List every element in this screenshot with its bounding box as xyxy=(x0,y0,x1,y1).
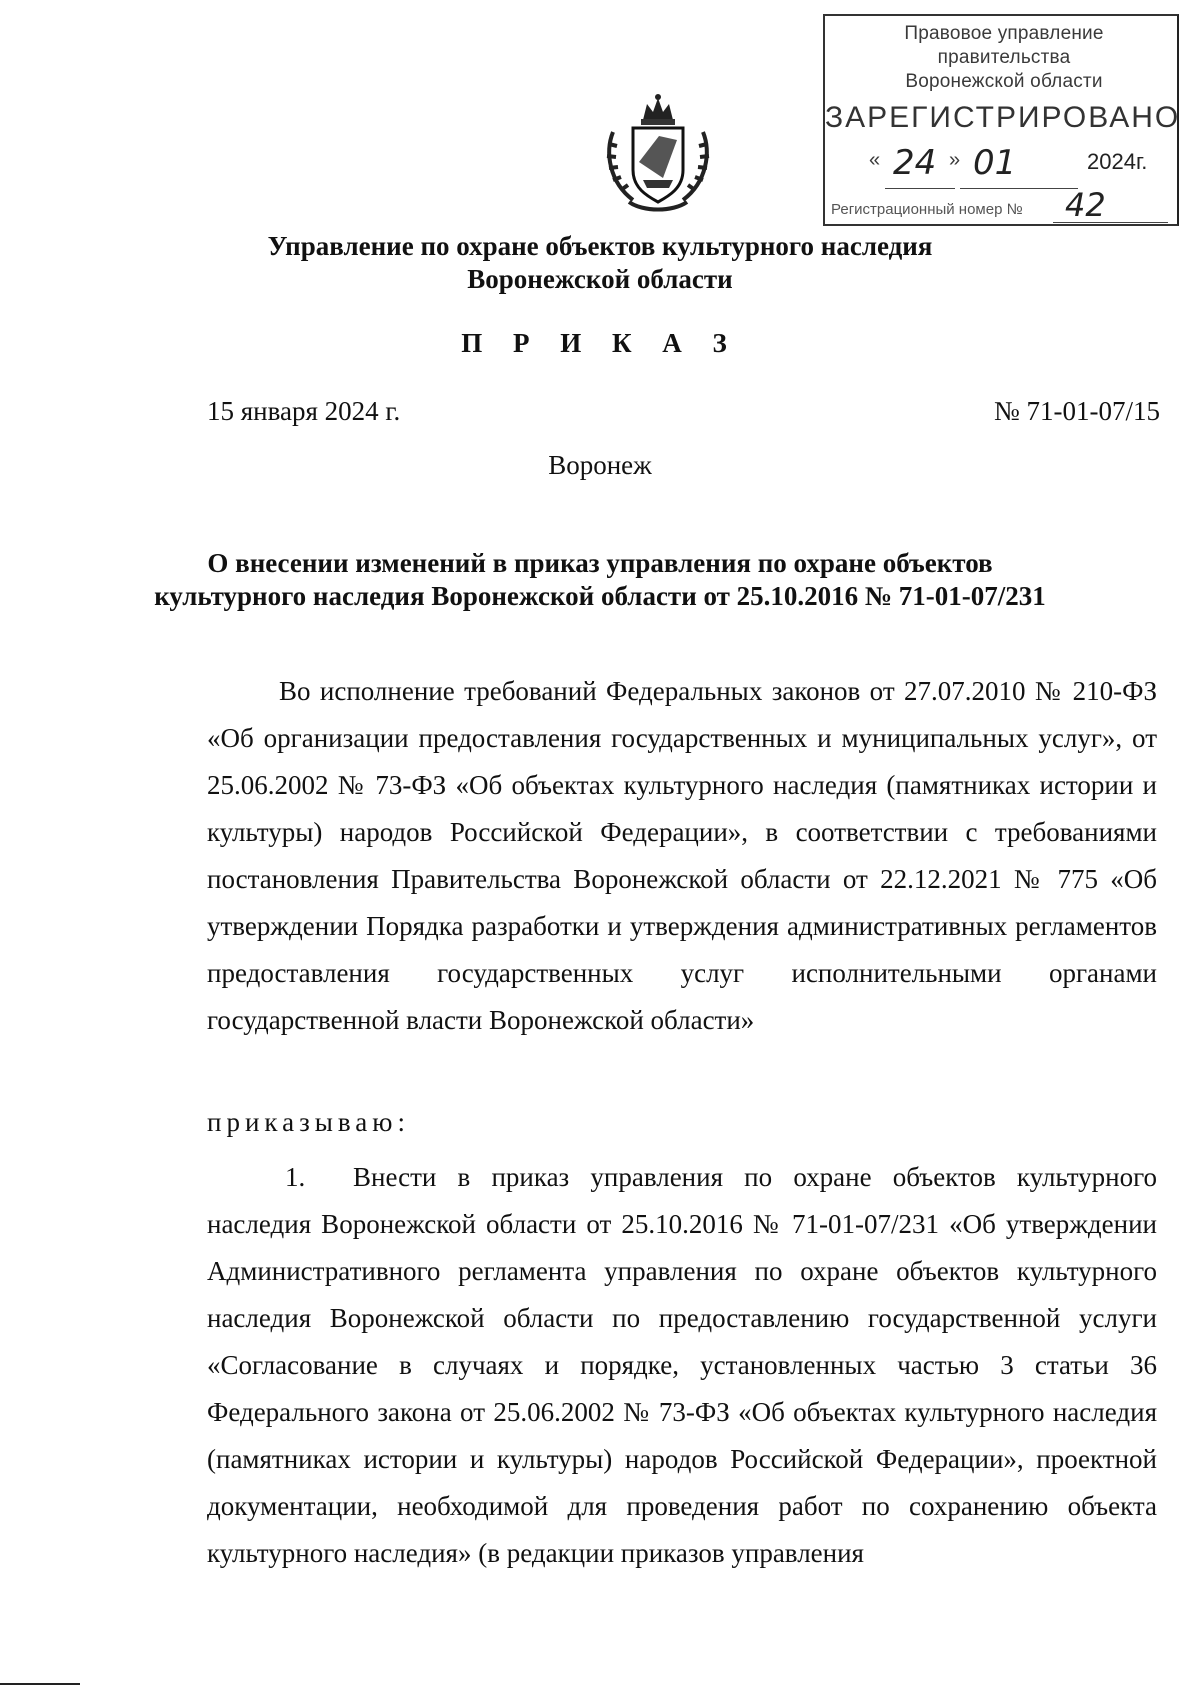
stamp-day-underline xyxy=(885,188,955,189)
footnote-divider xyxy=(0,1683,80,1685)
stamp-org-line1: Правовое управление правительства xyxy=(904,23,1104,68)
city: Воронеж xyxy=(548,450,652,480)
stamp-org-line2: Воронежской области xyxy=(905,71,1103,92)
authority-line1: Управление по охране объектов культурного наследия xyxy=(267,231,933,261)
order-date: 15 января 2024 г. xyxy=(207,396,401,426)
voronezh-coat-of-arms-icon xyxy=(603,92,713,214)
stamp-regnum-label: Регистрационный номер № xyxy=(831,201,1023,218)
stamp-organization xyxy=(839,22,1169,94)
title-line2: культурного наследия Воронежской области от 25.10.2016 № 71-01-07/231 xyxy=(154,581,1046,611)
stamp-month: 01 xyxy=(973,143,1017,183)
stamp-close-quote: » xyxy=(949,149,961,171)
document-title xyxy=(0,547,1200,613)
orders-word: приказываю: xyxy=(207,1107,410,1137)
title-line1: О внесении изменений в приказ управления по охране объектов xyxy=(207,548,993,578)
order-number: № 71-01-07/15 xyxy=(994,396,1160,426)
issuing-authority xyxy=(0,230,1200,296)
document-type: П Р И К А З xyxy=(461,328,739,358)
stamp-open-quote: « xyxy=(869,149,881,171)
authority-line2: Воронежской области xyxy=(467,264,733,294)
stamp-month-underline xyxy=(960,188,1078,189)
stamp-status: ЗАРЕГИСТРИРОВАНО xyxy=(825,101,1181,134)
stamp-day: 24 xyxy=(893,143,937,183)
preamble-paragraph: Во исполнение требований Федеральных законов от 27.07.2010 № 210-ФЗ «Об организации предоставления государственных и муниципальных услуг», от 25.06.2002 № 73-ФЗ «Об объектах культурного наследия (памятниках истории и культуры) народов Российской Федерации», в соответствии с требованиями постановления Правительства Воронежской области от 22.12.2021 № 775 «Об утверждении Порядка разработки и утверждения административных регламентов предоставления государственных услуг исполнительными органами государственной власти Воронежской области» xyxy=(207,676,1157,1035)
order-item-1 xyxy=(207,1154,1157,1577)
registration-stamp xyxy=(823,14,1179,226)
stamp-year: 2024г. xyxy=(1087,149,1148,174)
order-item-1-number: 1. xyxy=(285,1162,306,1192)
order-item-1-text: Внести в приказ управления по охране объектов культурного наследия Воронежской области от 25.10.2016 № 71-01-07/231 «Об утверждении Административного регламента управления по охране объектов культурного наследия Воронежской области по предоставлению государственной услуги «Согласование в случаях и порядке, установленных частью 3 статьи 36 Федерального закона от 25.06.2002 № 73-ФЗ «Об объектах культурного наследия (памятниках истории и культуры) народов Российской Федерации», проектной документации, необходимой для проведения работ по сохранению объекта культурного наследия» (в редакции приказов управления xyxy=(207,1162,1157,1568)
stamp-regnum: 42 xyxy=(1065,186,1106,224)
stamp-regnum-underline xyxy=(1053,222,1168,223)
